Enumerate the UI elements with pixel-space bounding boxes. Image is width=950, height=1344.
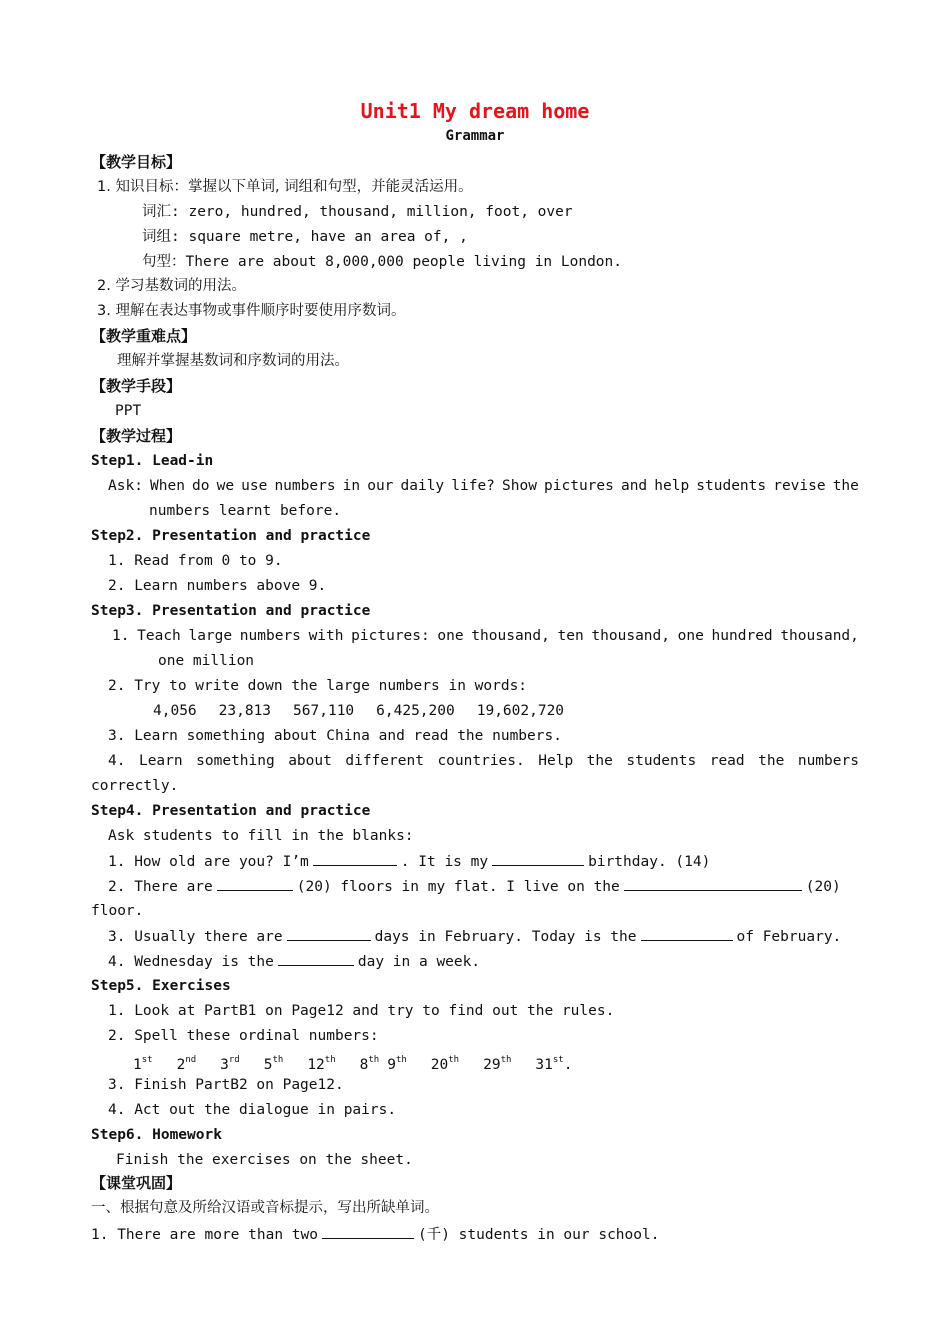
number-item: 567,110 xyxy=(293,703,355,719)
number-item: 19,602,720 xyxy=(476,703,565,719)
step6-heading: Step6. Homework xyxy=(91,1127,222,1143)
document-title: Unit1 My dream home xyxy=(360,99,590,123)
answer-blank[interactable] xyxy=(624,876,802,891)
step5-item-3: 3. Finish PartB2 on Page12. xyxy=(108,1077,344,1093)
document-subtitle: Grammar xyxy=(445,128,505,144)
objectives-heading: 【教学目标】 xyxy=(91,153,182,171)
blank-question-2-cont: floor. xyxy=(91,903,144,919)
blank-question-1: 1. How old are you? I’m . It is my birthday. (14) xyxy=(108,851,710,872)
key-points-heading: 【教学重难点】 xyxy=(91,327,197,345)
ordinal-item: 5th xyxy=(263,1055,284,1073)
blank-question-2: 2. There are (20) floors in my flat. I live on the (20) xyxy=(108,876,841,897)
step2-heading: Step2. Presentation and practice xyxy=(91,528,371,544)
number-item: 4,056 xyxy=(153,703,197,719)
objective-phrases: 词组: square metre, have an area of, , xyxy=(142,229,468,245)
step5-item-4: 4. Act out the dialogue in pairs. xyxy=(108,1102,397,1118)
step4-intro: Ask students to fill in the blanks: xyxy=(108,828,414,844)
objective-vocab: 词汇: zero, hundred, thousand, million, foot, over xyxy=(142,204,573,220)
process-heading: 【教学过程】 xyxy=(91,427,182,445)
objective-item-1: 1. 知识目标：掌握以下单词, 词组和句型，并能灵活运用。 xyxy=(97,179,473,195)
step3-item-4: 4. Learn something about different countries. Help the students read the numbers xyxy=(108,753,859,769)
large-numbers-list xyxy=(153,701,586,721)
consolidation-question-1: 1. There are more than two (千) students in our school. xyxy=(91,1224,659,1245)
step4-heading: Step4. Presentation and practice xyxy=(91,803,371,819)
key-points-text: 理解并掌握基数词和序数词的用法。 xyxy=(117,353,349,369)
step5-item-1: 1. Look at PartB1 on Page12 and try to find out the rules. xyxy=(108,1003,615,1019)
ordinal-item: 3rd xyxy=(220,1055,240,1073)
answer-blank[interactable] xyxy=(492,851,584,866)
step3-item-2: 2. Try to write down the large numbers in words: xyxy=(108,678,528,694)
ordinal-item: 12th xyxy=(307,1055,336,1073)
ordinal-numbers-list xyxy=(133,1050,572,1075)
blank-question-3: 3. Usually there are days in February. Today is the of February. xyxy=(108,926,841,947)
step1-heading: Step1. Lead-in xyxy=(91,453,214,469)
step5-item-2: 2. Spell these ordinal numbers: xyxy=(108,1028,379,1044)
step3-item-1-cont: one million xyxy=(158,653,255,669)
answer-blank[interactable] xyxy=(322,1224,414,1239)
blank-question-4: 4. Wednesday is the day in a week. xyxy=(108,951,480,972)
number-item: 23,813 xyxy=(218,703,272,719)
step6-text: Finish the exercises on the sheet. xyxy=(116,1152,413,1168)
objective-pattern: 句型：There are about 8,000,000 people living in London. xyxy=(142,254,622,270)
answer-blank[interactable] xyxy=(641,926,733,941)
ordinal-item: 9th xyxy=(387,1055,407,1073)
objective-item-3: 3. 理解在表达事物或事件顺序时要使用序数词。 xyxy=(97,303,406,319)
step3-item-1: 1. Teach large numbers with pictures: one thousand, ten thousand, one hundred thousand, xyxy=(112,628,859,644)
step2-item-2: 2. Learn numbers above 9. xyxy=(108,578,327,594)
step2-item-1: 1. Read from 0 to 9. xyxy=(108,553,283,569)
answer-blank[interactable] xyxy=(217,876,293,891)
number-item: 6,425,200 xyxy=(376,703,455,719)
consolidation-heading: 【课堂巩固】 xyxy=(91,1174,182,1192)
answer-blank[interactable] xyxy=(278,951,354,966)
means-text: PPT xyxy=(115,403,142,419)
ordinal-item: 1st xyxy=(133,1055,153,1073)
ordinal-item: 2nd xyxy=(176,1055,197,1073)
step3-heading: Step3. Presentation and practice xyxy=(91,603,371,619)
step3-item-4-cont: correctly. xyxy=(91,778,179,794)
step1-line2: numbers learnt before. xyxy=(149,503,342,519)
step5-heading: Step5. Exercises xyxy=(91,978,231,994)
ordinal-item: 31st. xyxy=(535,1055,573,1073)
consolidation-instruction: 一、根据句意及所给汉语或音标提示，写出所缺单词。 xyxy=(91,1200,439,1216)
step3-item-3: 3. Learn something about China and read the numbers. xyxy=(108,728,562,744)
ordinal-item: 29th xyxy=(483,1055,512,1073)
objective-item-2: 2. 学习基数词的用法。 xyxy=(97,278,246,294)
step1-line1: Ask: When do we use numbers in our daily life? Show pictures and help students revise the xyxy=(108,478,859,494)
means-heading: 【教学手段】 xyxy=(91,377,182,395)
ordinal-item: 8th xyxy=(359,1055,380,1073)
answer-blank[interactable] xyxy=(287,926,371,941)
answer-blank[interactable] xyxy=(313,851,397,866)
ordinal-item: 20th xyxy=(430,1055,460,1073)
